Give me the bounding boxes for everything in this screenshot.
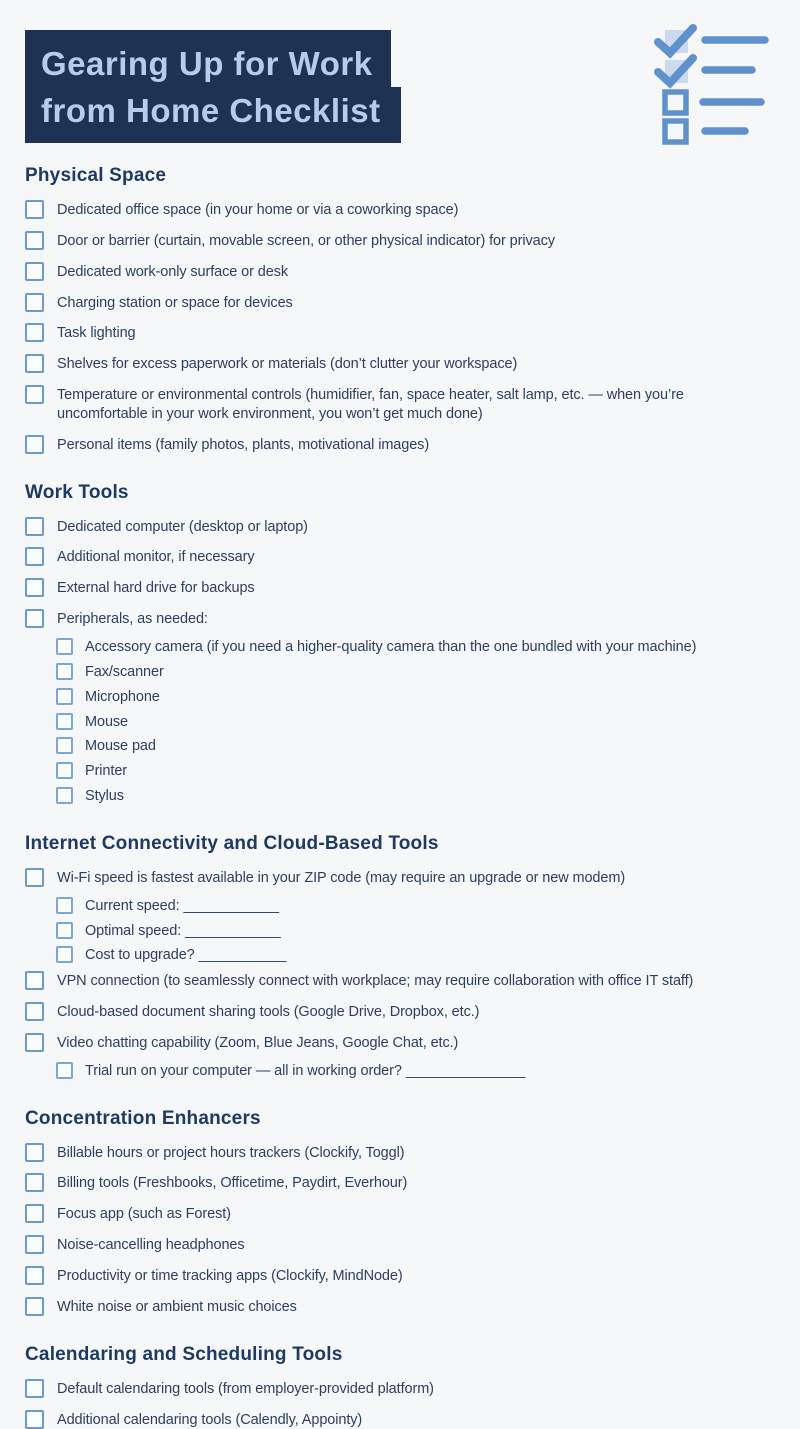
item-label: Shelves for excess paperwork or materials (don’t clutter your workspace) bbox=[57, 356, 518, 373]
sub-checkbox[interactable] bbox=[56, 787, 73, 804]
section-title: Calendaring and Scheduling Tools bbox=[25, 1343, 343, 1365]
sub-checkbox[interactable] bbox=[56, 713, 73, 730]
checkbox[interactable] bbox=[25, 354, 44, 373]
sub-checkbox[interactable] bbox=[56, 1062, 73, 1079]
item-label: Peripherals, as needed: bbox=[57, 611, 208, 628]
sub-checklist-item bbox=[56, 638, 775, 657]
header-banner bbox=[0, 0, 800, 143]
checklist-item bbox=[25, 1143, 775, 1163]
item-label: Charging station or space for devices bbox=[57, 294, 293, 311]
checkbox-outline-icon bbox=[665, 92, 686, 113]
checklist-item bbox=[25, 293, 775, 313]
checkbox[interactable] bbox=[25, 1143, 44, 1162]
checklist-item bbox=[25, 435, 775, 455]
item-label: Printer bbox=[85, 763, 128, 780]
item-label: White noise or ambient music choices bbox=[57, 1298, 297, 1315]
checkbox[interactable] bbox=[25, 323, 44, 342]
sub-checklist-item bbox=[56, 713, 775, 732]
sub-items bbox=[56, 1062, 775, 1081]
item-label: Default calendaring tools (from employer-provided platform) bbox=[57, 1380, 434, 1397]
checkbox[interactable] bbox=[25, 385, 44, 404]
sub-items bbox=[56, 638, 775, 806]
item-label: Billable hours or project hours trackers (Clockify, Toggl) bbox=[57, 1144, 405, 1161]
sub-checklist-item bbox=[56, 762, 775, 781]
sub-items bbox=[56, 897, 775, 966]
section-internet-connectivity-and-cloud-based-tools bbox=[25, 833, 775, 1081]
sub-checkbox[interactable] bbox=[56, 638, 73, 655]
checkbox[interactable] bbox=[25, 517, 44, 536]
unchecked-row-4 bbox=[665, 121, 745, 142]
checklist-item bbox=[25, 354, 775, 374]
section-work-tools bbox=[25, 482, 775, 806]
checkbox[interactable] bbox=[25, 1410, 44, 1429]
sub-checklist-item bbox=[56, 663, 775, 682]
item-label: Focus app (such as Forest) bbox=[57, 1206, 231, 1223]
checklist-item bbox=[25, 1235, 775, 1255]
sub-checklist-item bbox=[56, 897, 775, 916]
checkbox[interactable] bbox=[25, 1033, 44, 1052]
unchecked-row-3 bbox=[665, 92, 761, 113]
checkbox[interactable] bbox=[25, 609, 44, 628]
item-label: Temperature or environmental controls (humidifier, fan, space heater, salt lamp, etc. — when you’re uncomfortable in your work environment, you won’t get much done) bbox=[57, 387, 684, 422]
title-line-1: Gearing Up for Work bbox=[25, 30, 391, 87]
item-label: Microphone bbox=[85, 688, 160, 705]
item-label: Cost to upgrade? ___________ bbox=[85, 947, 287, 964]
item-label: Personal items (family photos, plants, motivational images) bbox=[57, 436, 430, 453]
item-label: Dedicated work-only surface or desk bbox=[57, 263, 289, 280]
checklist-icon bbox=[652, 25, 770, 139]
item-label: Video chatting capability (Zoom, Blue Jeans, Google Chat, etc.) bbox=[57, 1034, 459, 1051]
item-label: Mouse bbox=[85, 713, 129, 730]
sub-checklist-item bbox=[56, 787, 775, 806]
sub-checklist-item bbox=[56, 922, 775, 941]
checkbox[interactable] bbox=[25, 1002, 44, 1021]
item-label: Door or barrier (curtain, movable screen, or other physical indicator) for privacy bbox=[57, 232, 555, 249]
section-title: Physical Space bbox=[25, 165, 167, 186]
checklist-item bbox=[25, 609, 775, 629]
checklist-item bbox=[25, 868, 775, 888]
sub-checklist-item bbox=[56, 737, 775, 756]
item-label: VPN connection (to seamlessly connect with workplace; may require collaboration with office IT staff) bbox=[57, 973, 694, 990]
checkbox[interactable] bbox=[25, 1266, 44, 1285]
item-label: Optimal speed: ____________ bbox=[85, 922, 281, 939]
item-label: Mouse pad bbox=[85, 738, 156, 755]
checkbox[interactable] bbox=[25, 971, 44, 990]
sub-checkbox[interactable] bbox=[56, 663, 73, 680]
sub-checkbox[interactable] bbox=[56, 688, 73, 705]
checklist-item bbox=[25, 231, 775, 251]
checkbox[interactable] bbox=[25, 578, 44, 597]
checklist-item bbox=[25, 262, 775, 282]
sub-checklist-item bbox=[56, 1062, 775, 1081]
sections-container bbox=[0, 165, 800, 1429]
checklist-item bbox=[25, 1410, 775, 1429]
section-title: Work Tools bbox=[25, 481, 129, 503]
checkbox[interactable] bbox=[25, 262, 44, 281]
checklist-item bbox=[25, 517, 775, 537]
checkbox[interactable] bbox=[25, 293, 44, 312]
checkbox[interactable] bbox=[25, 547, 44, 566]
checklist-item bbox=[25, 547, 775, 567]
checklist-item bbox=[25, 323, 775, 343]
item-label: Current speed: ____________ bbox=[85, 897, 280, 914]
section-title: Concentration Enhancers bbox=[25, 1107, 261, 1129]
section-physical-space bbox=[25, 165, 775, 455]
sub-checkbox[interactable] bbox=[56, 922, 73, 939]
item-label: Dedicated office space (in your home or via a coworking space) bbox=[57, 202, 459, 218]
item-label: Billing tools (Freshbooks, Officetime, Paydirt, Everhour) bbox=[57, 1175, 408, 1192]
item-label: External hard drive for backups bbox=[57, 580, 255, 597]
checkbox[interactable] bbox=[25, 200, 44, 219]
item-label: Productivity or time tracking apps (Clockify, MindNode) bbox=[57, 1268, 403, 1284]
item-label: Additional calendaring tools (Calendly, Appointy) bbox=[57, 1411, 363, 1428]
item-label: Wi-Fi speed is fastest available in your ZIP code (may require an upgrade or new modem) bbox=[57, 869, 626, 886]
checklist-item bbox=[25, 200, 775, 220]
checklist-item bbox=[25, 1002, 775, 1022]
item-label: Task lighting bbox=[57, 325, 136, 342]
checkbox[interactable] bbox=[25, 1204, 44, 1223]
checklist-item bbox=[25, 385, 775, 424]
section-title: Internet Connectivity and Cloud-Based Tools bbox=[25, 832, 439, 854]
sub-checkbox[interactable] bbox=[56, 946, 73, 963]
checkbox[interactable] bbox=[25, 1379, 44, 1398]
sub-checkbox[interactable] bbox=[56, 737, 73, 754]
checkbox[interactable] bbox=[25, 231, 44, 250]
checkbox[interactable] bbox=[25, 435, 44, 454]
checkbox[interactable] bbox=[25, 868, 44, 887]
sub-checkbox[interactable] bbox=[56, 897, 73, 914]
item-label: Noise-cancelling headphones bbox=[57, 1237, 245, 1254]
checkbox[interactable] bbox=[25, 1297, 44, 1316]
checkbox[interactable] bbox=[25, 1235, 44, 1254]
checklist-item bbox=[25, 1204, 775, 1224]
checkbox[interactable] bbox=[25, 1173, 44, 1192]
item-label: Accessory camera (if you need a higher-quality camera than the one bundled with your machine) bbox=[85, 638, 697, 655]
sub-checklist-item bbox=[56, 688, 775, 707]
checkbox-outline-icon bbox=[665, 121, 686, 142]
checked-row-2 bbox=[658, 58, 752, 83]
sub-checkbox[interactable] bbox=[56, 762, 73, 779]
item-label: Additional monitor, if necessary bbox=[57, 549, 255, 566]
item-label: Trial run on your computer — all in working order? _______________ bbox=[85, 1062, 526, 1079]
checklist-item bbox=[25, 1033, 775, 1053]
title-line-2: from Home Checklist bbox=[25, 87, 401, 143]
checklist-item bbox=[25, 578, 775, 598]
item-label: Cloud-based document sharing tools (Google Drive, Dropbox, etc.) bbox=[57, 1004, 480, 1021]
checklist-item bbox=[25, 1266, 775, 1286]
sub-checklist-item bbox=[56, 946, 775, 965]
checklist-item bbox=[25, 1173, 775, 1193]
section-concentration-enhancers bbox=[25, 1108, 775, 1317]
checked-row-1 bbox=[658, 28, 765, 53]
checklist-item bbox=[25, 1379, 775, 1399]
item-label: Dedicated computer (desktop or laptop) bbox=[57, 518, 308, 535]
item-label: Stylus bbox=[85, 788, 124, 805]
checklist-item bbox=[25, 971, 775, 991]
item-label: Fax/scanner bbox=[85, 663, 164, 680]
checklist-item bbox=[25, 1297, 775, 1317]
section-calendaring-and-scheduling-tools bbox=[25, 1344, 775, 1429]
